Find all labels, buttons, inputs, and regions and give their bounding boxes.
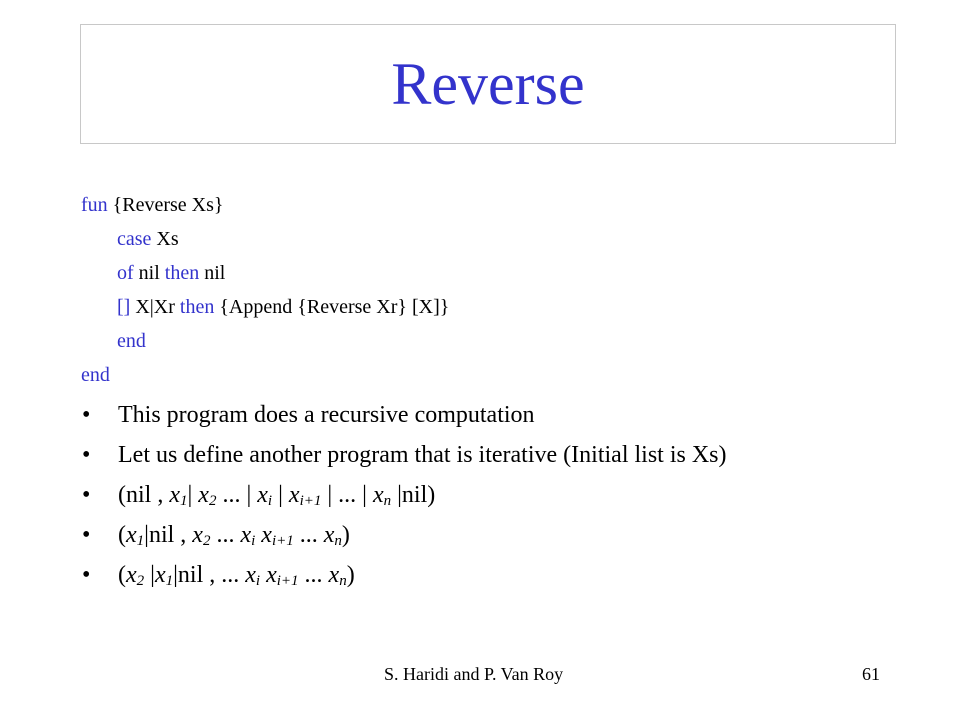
keyword-fun: fun — [81, 194, 108, 216]
bullet-icon: • — [82, 522, 91, 548]
code-text: {Append {Reverse Xr} [X]} — [219, 296, 450, 318]
bullet-item — [82, 515, 727, 555]
formula-state-3: ($x_2$ $|x_1|nil$ , ... $x_i$ $x_{i+1}$ ... $x_n$) — [118, 562, 355, 589]
keyword-of: of — [117, 262, 134, 284]
keyword-end: end — [117, 330, 146, 352]
page-number: 61 — [862, 664, 880, 684]
bullet-item — [82, 555, 727, 595]
keyword-case: case — [117, 228, 152, 250]
bullet-item — [82, 435, 727, 475]
code-text: Xs — [156, 228, 179, 250]
footer-author: S. Haridi and P. Van Roy — [384, 664, 564, 684]
bullet-list — [82, 395, 727, 595]
bullet-text: Let us define another program that is iterative (Initial list is Xs) — [118, 442, 727, 468]
code-line-5 — [81, 324, 449, 358]
bullet-item — [82, 395, 727, 435]
bullet-text: This program does a recursive computation — [118, 402, 535, 428]
keyword-bracket: [] — [117, 296, 131, 318]
bullet-icon: • — [82, 562, 91, 588]
code-line-6 — [81, 358, 449, 392]
keyword-then: then — [179, 296, 215, 318]
code-line-1 — [81, 188, 449, 222]
bullet-icon: • — [82, 442, 91, 468]
code-block — [81, 188, 449, 392]
code-text: X|Xr — [135, 296, 175, 318]
code-line-4 — [81, 290, 449, 324]
keyword-then: then — [164, 262, 200, 284]
bullet-icon: • — [82, 402, 91, 428]
bullet-item — [82, 475, 727, 515]
slide-title: Reverse — [391, 51, 585, 117]
code-line-3 — [81, 256, 449, 290]
bullet-icon: • — [82, 482, 91, 508]
code-text: nil — [204, 262, 226, 284]
code-text: {Reverse Xs} — [112, 194, 224, 216]
title-box — [80, 24, 896, 144]
code-line-2 — [81, 222, 449, 256]
keyword-end: end — [81, 364, 110, 386]
code-text: nil — [138, 262, 160, 284]
formula-state-2: ($x_1|nil$ , $x_2$ ... $x_i$ $x_{i+1}$ ... $x_n$) — [118, 522, 350, 549]
formula-state-1: (nil , $x_1|$ $x_2$ ... | $x_i$ | $x_{i+1}$ | ... | $x_n$ |nil) — [118, 482, 436, 509]
